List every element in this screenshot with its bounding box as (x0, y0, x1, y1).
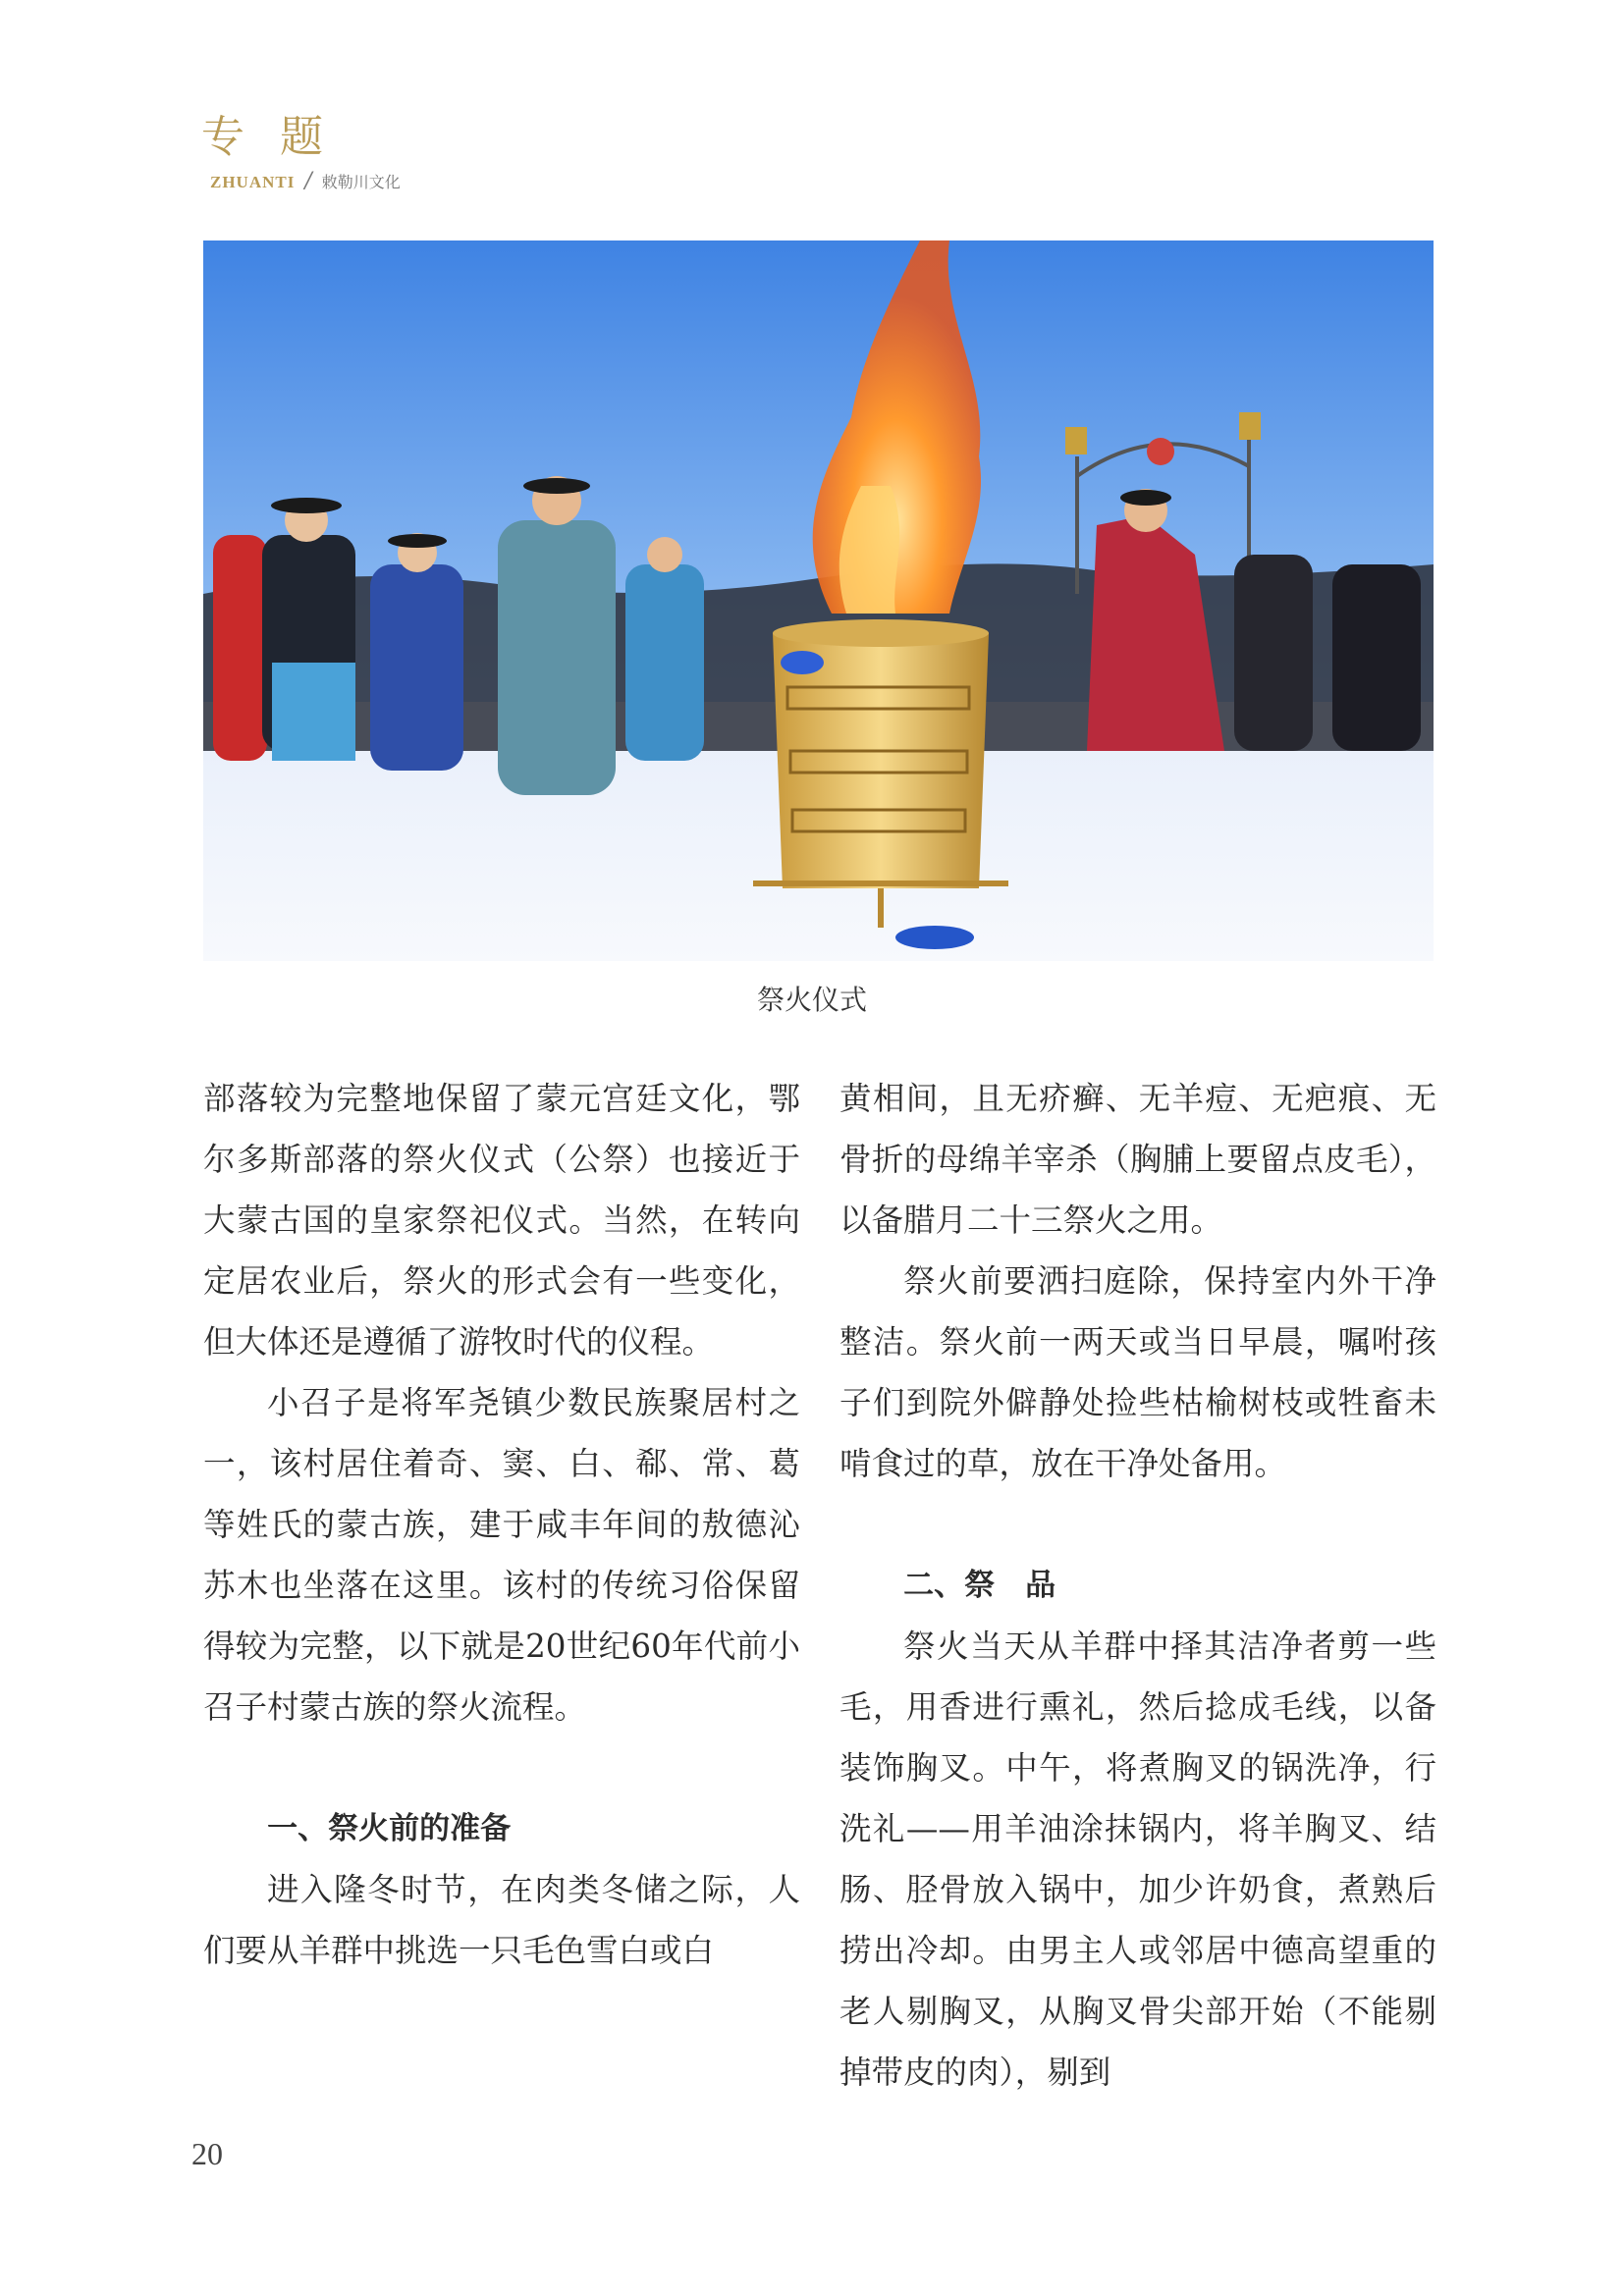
body-paragraph: 黄相间，且无疥癣、无羊痘、无疤痕、无骨折的母绵羊宰杀（胸脯上要留点皮毛），以备腊月二十三祭火之用。 (839, 1080, 1436, 1239)
section-title: 专题 (201, 112, 358, 162)
body-paragraph: 部落较为完整地保留了蒙元宫廷文化，鄂尔多斯部落的祭火仪式（公祭）也接近于大蒙古国的皇家祭祀仪式。当然，在转向定居农业后，祭火的形式会有一些变化，但大体还是遵循了游牧时代的仪程。 (203, 1080, 800, 1361)
page-number: 20 (191, 2136, 223, 2171)
photo-caption: 祭火仪式 (756, 984, 867, 1016)
column-name: 敕勒川文化 (321, 173, 401, 191)
section-heading: 二、祭 品 (903, 1568, 1056, 1603)
body-paragraph: 小召子是将军尧镇少数民族聚居村之一，该村居住着奇、窦、白、郗、常、葛等姓氏的蒙古族，建于咸丰年间的敖德沁苏木也坐落在这里。该村的传统习俗保留得较为完整，以下就是20世纪60年代前小召子村蒙古族的祭火流程。 (203, 1384, 800, 1726)
section-pinyin: ZHUANTI (210, 173, 296, 191)
body-paragraph: 进入隆冬时节，在肉类冬储之际，人们要从羊群中挑选一只毛色雪白或白 (203, 1871, 800, 1969)
section-subtitle (210, 169, 401, 193)
body-paragraph: 祭火前要洒扫庭除，保持室内外干净整洁。祭火前一两天或当日早晨，嘱咐孩子们到院外僻静处捡些枯榆树枝或牲畜未啃食过的草，放在干净处备用。 (839, 1262, 1436, 1482)
separator: / (304, 169, 312, 193)
section-heading: 一、祭火前的准备 (267, 1811, 512, 1846)
right-column (839, 1068, 1436, 2103)
left-column (203, 1068, 800, 1981)
body-paragraph: 祭火当天从羊群中择其洁净者剪一些毛，用香进行熏礼，然后捻成毛线，以备装饰胸叉。中午，将煮胸叉的锅洗净，行洗礼——用羊油涂抹锅内，将羊胸叉、结肠、胫骨放入锅中，加少许奶食，煮熟后捞出冷却。由男主人或邻居中德高望重的老人剔胸叉，从胸叉骨尖部开始（不能剔掉带皮的肉），剔到 (839, 1628, 1436, 2091)
fire-ceremony-photo (203, 240, 1434, 961)
